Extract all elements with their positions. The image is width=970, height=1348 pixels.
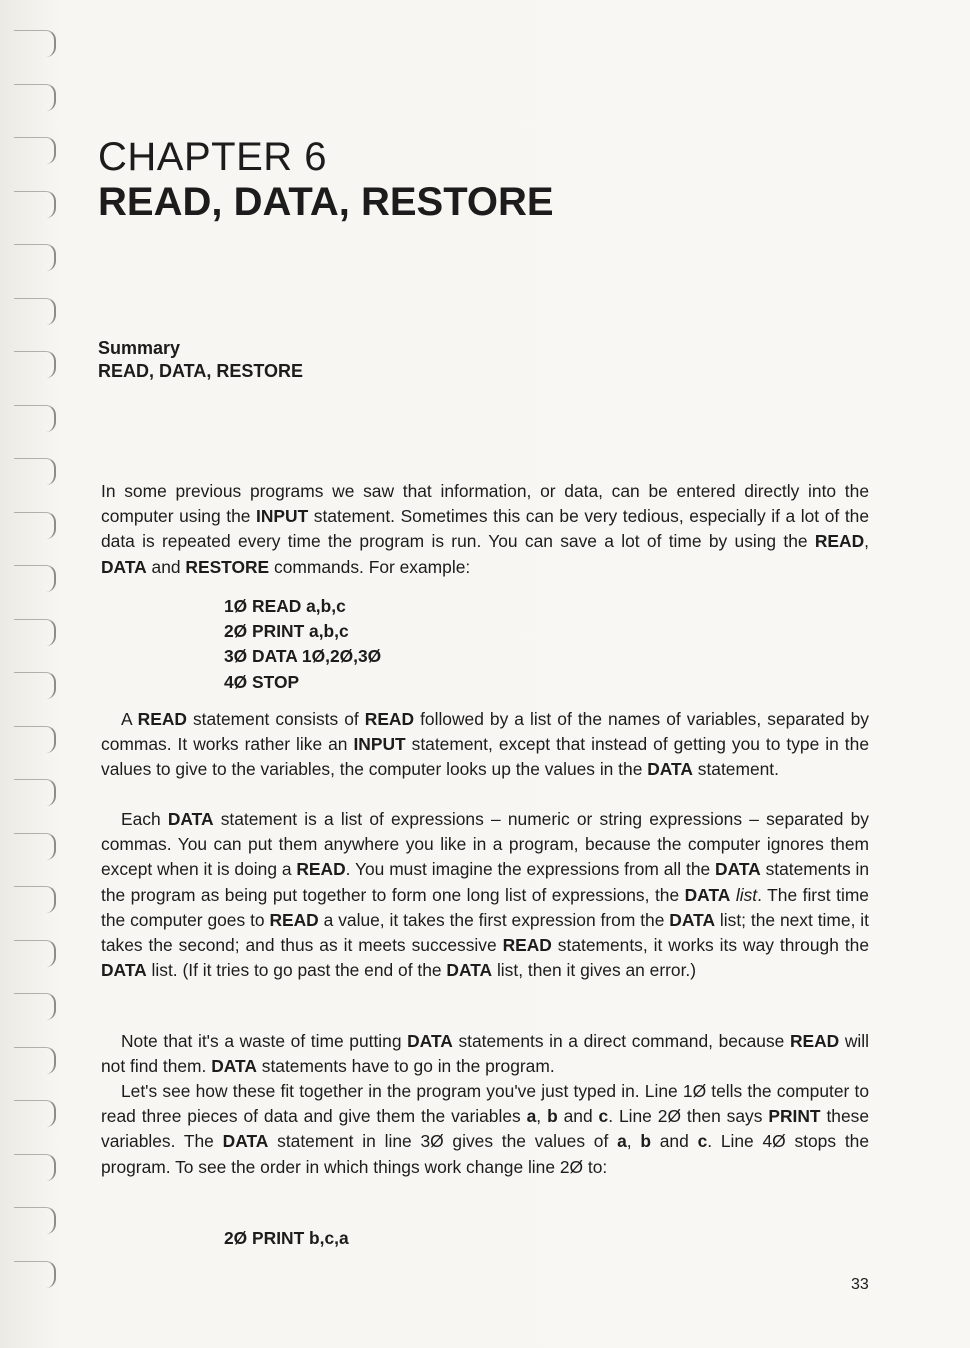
keyword: b <box>640 1131 651 1152</box>
spiral-ring <box>14 84 56 111</box>
spiral-ring <box>14 565 56 592</box>
spiral-ring <box>14 405 56 432</box>
keyword: READ <box>137 709 187 729</box>
keyword: c <box>697 1131 708 1152</box>
paragraph-intro: In some previous programs we saw that information, or data, can be entered directly into the computer using the INPUT statement. Sometimes this can be very tedious, especially if a lot of the data is repeated every time the program is run. You can save a lot of time by using the READ, DATA and RESTORE commands. For example: <box>101 481 869 577</box>
spiral-ring <box>14 30 56 57</box>
spiral-ring <box>14 137 56 164</box>
spiral-ring <box>14 244 56 271</box>
code-example-1 <box>224 594 381 695</box>
keyword: READ <box>789 1031 840 1051</box>
spiral-ring <box>14 993 56 1020</box>
keyword: a <box>617 1131 627 1152</box>
code-line: 2Ø PRINT b,c,a <box>224 1228 349 1248</box>
keyword: READ <box>296 859 346 880</box>
spiral-ring <box>14 512 56 539</box>
paragraph-data-statement: Each DATA statement is a list of expressions – numeric or string expressions – separated by commas. You can put them anywhere you like in a program, because the computer ignores them except when it is doing a READ. You must imagine the expressions from all the DATA statements in the program as being put together to form one long list of expressions, the DATA list. The first time the computer goes to READ a value, it takes the first expression from the DATA list; the next time, it takes the second; and thus as it meets successive READ statements, it works its way through the DATA list. (If it tries to go past the end of the DATA list, then it gives an error.) <box>101 809 870 981</box>
chapter-title: CHAPTER 6 <box>98 135 327 179</box>
keyword: DATA <box>715 859 761 880</box>
paragraph-read-statement: A READ statement consists of READ followed by a list of the names of variables, separated by commas. It works rather like an INPUT statement, except that instead of getting you to type in the values to give to the variables, the computer looks up the values in the DATA statement. <box>101 709 869 780</box>
spiral-ring <box>14 1207 56 1234</box>
keyword: b <box>547 1106 558 1127</box>
spiral-ring <box>14 191 56 218</box>
spiral-ring <box>14 1261 56 1288</box>
keyword: DATA <box>407 1031 453 1051</box>
keyword: DATA <box>101 556 147 577</box>
spiral-ring <box>14 458 56 485</box>
spiral-ring <box>14 940 56 967</box>
spiral-ring <box>14 672 56 699</box>
spiral-ring <box>14 619 56 646</box>
summary-items: READ, DATA, RESTORE <box>98 361 304 381</box>
emphasis: list <box>735 884 758 905</box>
spiral-ring <box>14 833 56 860</box>
keyword: DATA <box>167 809 214 829</box>
keyword: RESTORE <box>185 556 270 577</box>
keyword: DATA <box>222 1131 269 1152</box>
code-line: 2Ø PRINT a,b,c <box>224 621 349 642</box>
keyword: c <box>598 1106 609 1127</box>
page-number: 33 <box>851 1276 869 1293</box>
keyword: READ <box>364 709 415 729</box>
code-example-2 <box>224 1226 349 1251</box>
spiral-ring <box>14 298 56 325</box>
keyword: READ <box>814 531 865 552</box>
spiral-ring <box>14 1047 56 1074</box>
spiral-ring <box>14 886 56 913</box>
keyword: DATA <box>446 960 493 981</box>
summary-label: Summary <box>98 338 181 358</box>
keyword: INPUT <box>353 734 406 755</box>
keyword: PRINT <box>768 1106 821 1127</box>
spiral-ring <box>14 351 56 378</box>
keyword: a <box>526 1106 537 1127</box>
keyword: DATA <box>669 909 716 930</box>
spiral-binding <box>14 30 64 1330</box>
keyword: DATA <box>684 884 731 905</box>
spiral-ring <box>14 779 56 806</box>
keyword: INPUT <box>256 506 309 527</box>
keyword: READ <box>502 935 552 956</box>
paragraph-direct-command: Note that it's a waste of time putting DATA statements in a direct command, because READ will not find them. DATA statements have to go in the program. <box>101 1031 870 1077</box>
spiral-ring <box>14 1100 56 1127</box>
paragraph-program-walkthrough: Let's see how these fit together in the program you've just typed in. Line 1Ø tells the computer to read three pieces of data and give them the variables a, b and c. Line 2Ø then says PRINT these variables. The DATA statement in line 3Ø gives the values of a, b and c. Line 4Ø stops the program. To see the order in which things work change line 2Ø to: <box>101 1081 869 1177</box>
code-line: 1Ø READ a,b,c <box>224 596 346 616</box>
code-line: 3Ø DATA 1Ø,2Ø,3Ø <box>224 646 382 667</box>
keyword: DATA <box>101 960 147 981</box>
keyword: DATA <box>211 1056 257 1077</box>
spiral-ring <box>14 1154 56 1181</box>
chapter-subtitle: READ, DATA, RESTORE <box>98 180 554 224</box>
keyword: READ <box>269 909 319 930</box>
keyword: DATA <box>647 759 693 780</box>
code-line: 4Ø STOP <box>224 671 300 692</box>
spiral-ring <box>14 726 56 753</box>
